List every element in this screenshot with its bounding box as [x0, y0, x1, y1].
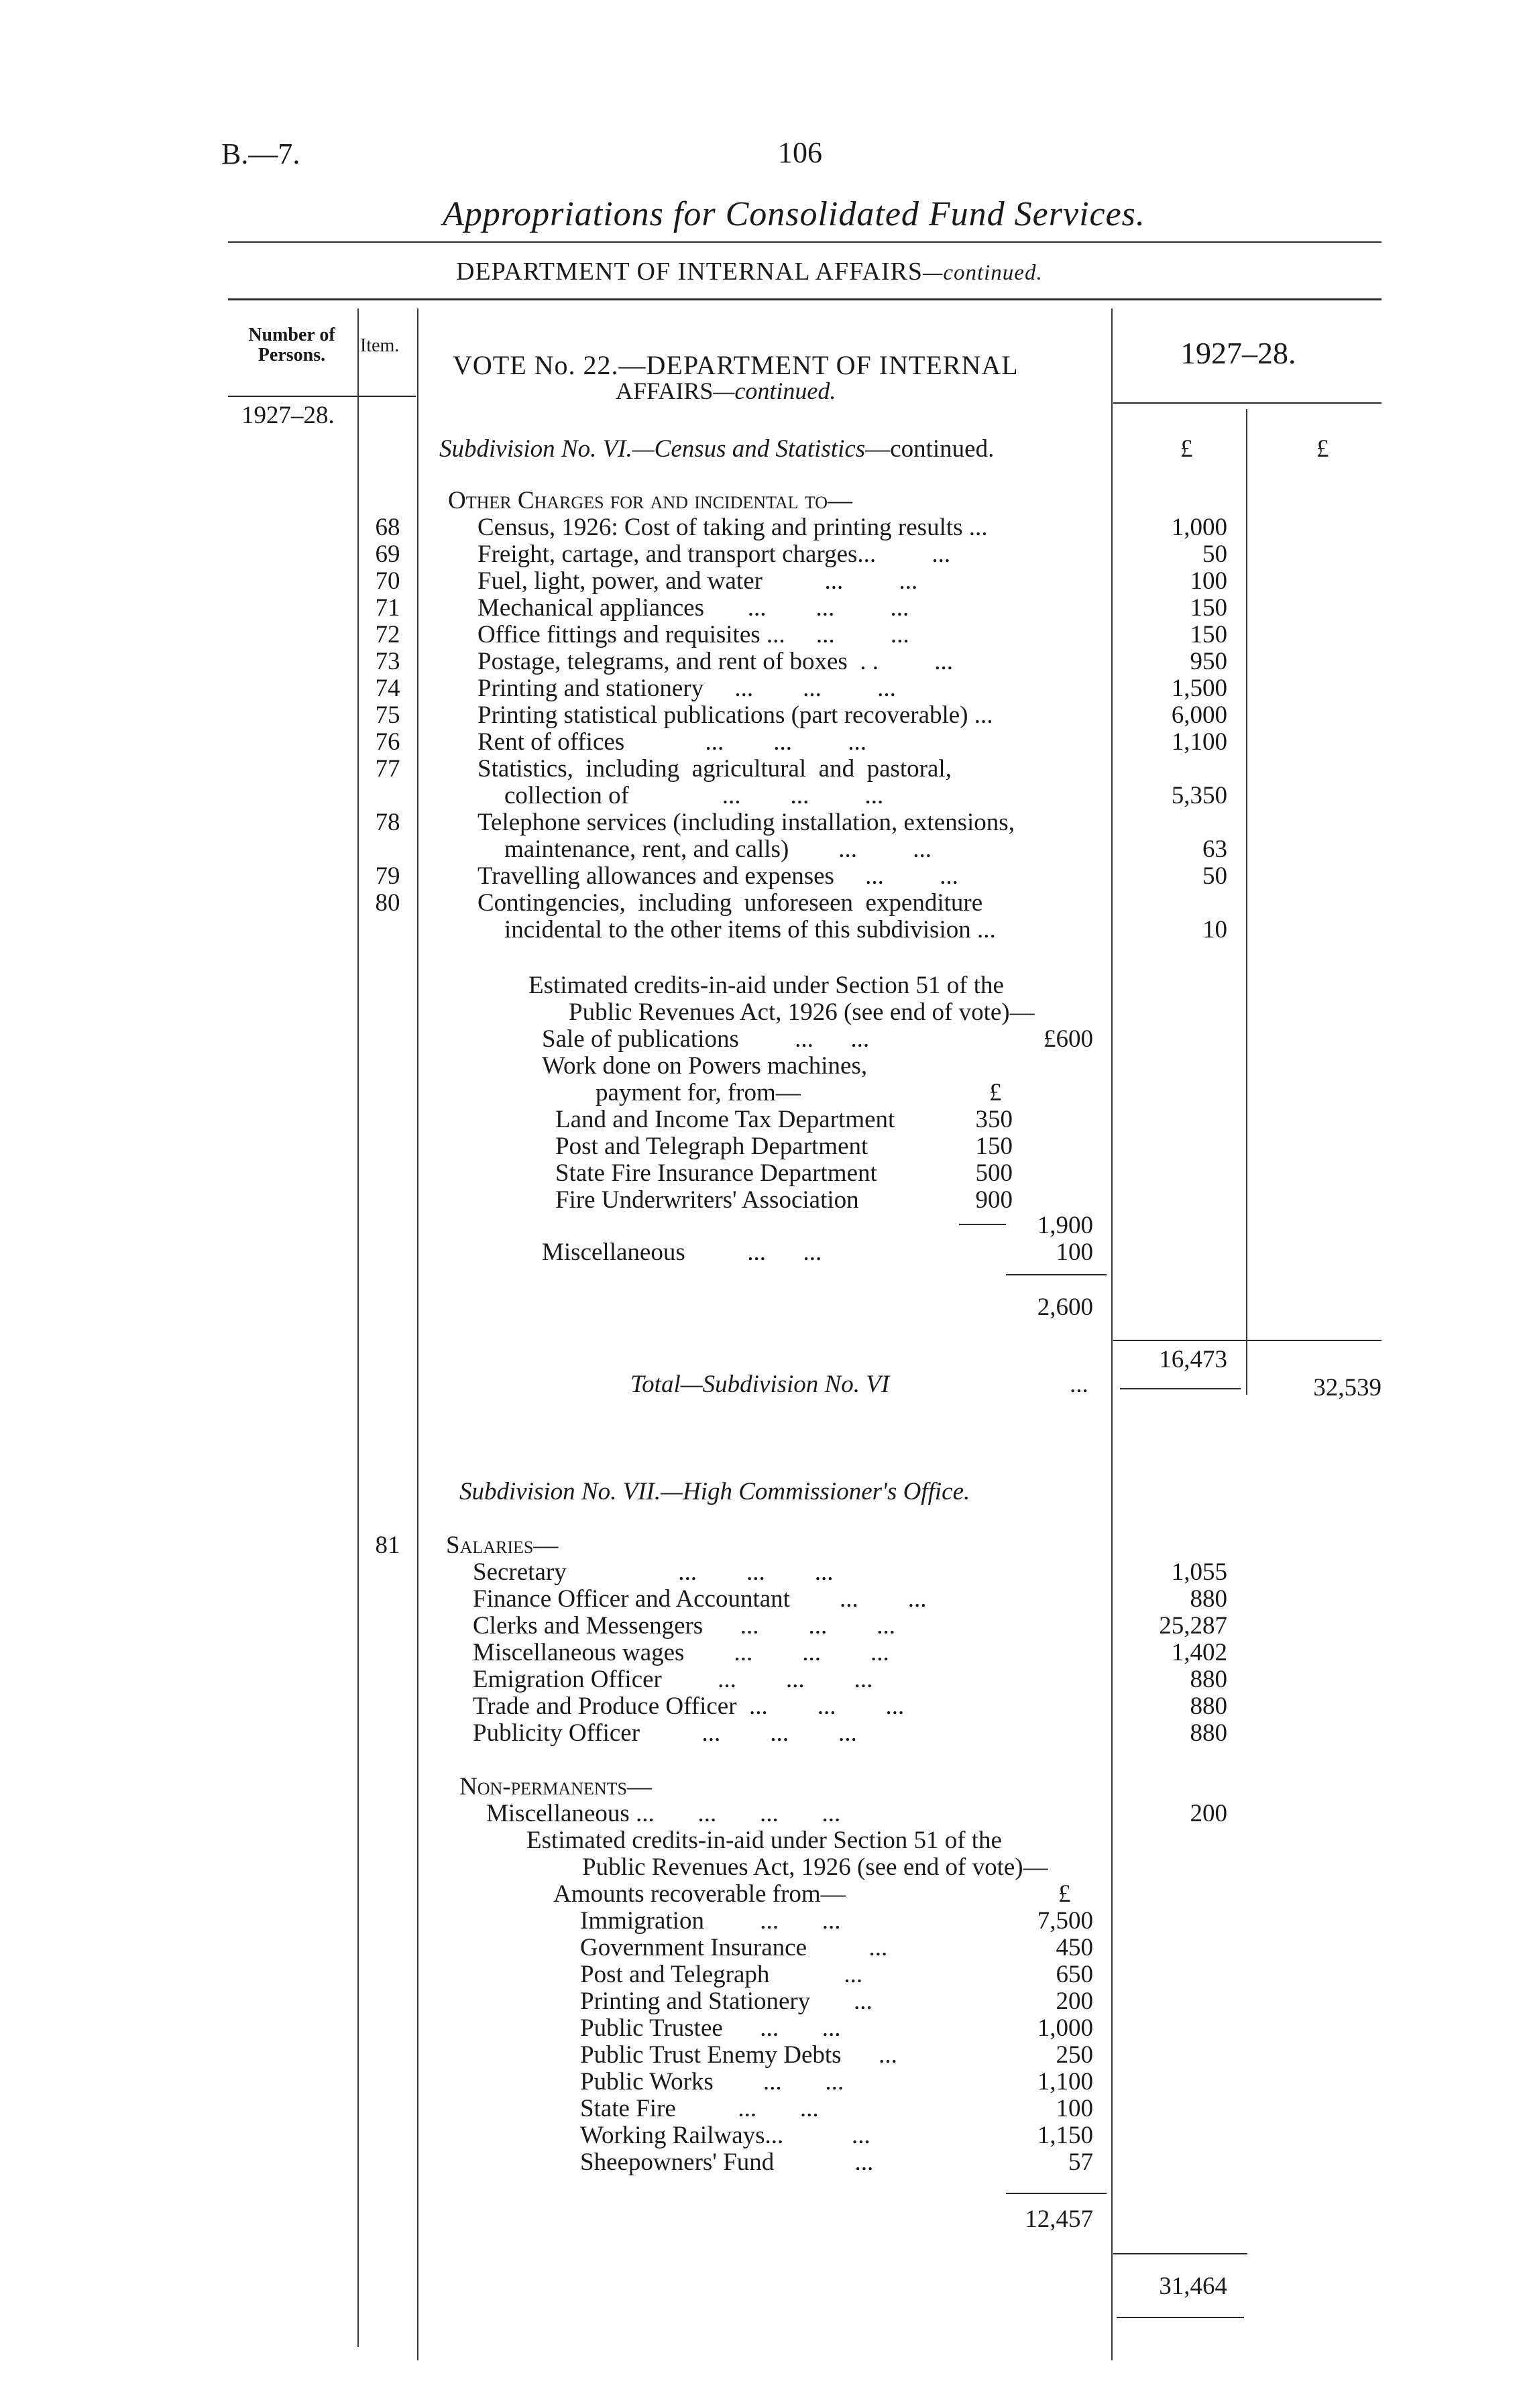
- work-done-label: Work done on Powers machines,: [542, 1052, 868, 1080]
- recoverable-source-label: Working Railways... ...: [580, 2122, 870, 2149]
- recoverable-source-value: 1,000: [1037, 2014, 1093, 2042]
- recoverable-source-value: 650: [1056, 1961, 1093, 1988]
- total-vii-underline: [1117, 2317, 1244, 2318]
- salary-amount: 25,287: [1159, 1612, 1227, 1640]
- line-item-label: Census, 1926: Cost of taking and printing results ...: [477, 514, 988, 541]
- page-title: Appropriations for Consolidated Fund Services.: [443, 195, 1145, 233]
- line-item-label: Mechanical appliances ... ... ...: [477, 594, 909, 622]
- line-item-number: 76: [375, 728, 400, 756]
- recoverable-source-value: 250: [1056, 2041, 1093, 2069]
- line-item-label: Freight, cartage, and transport charges... ...: [477, 540, 951, 568]
- total-vi-underline: [1120, 1388, 1241, 1389]
- salary-label: Emigration Officer ... ... ...: [473, 1666, 873, 1693]
- recoverable-source-label: Public Trust Enemy Debts ...: [580, 2041, 897, 2069]
- miscellaneous-vi-value: 100: [1056, 1239, 1093, 1266]
- recoverable-source-value: 100: [1056, 2095, 1093, 2122]
- credits-vi-subtotal: 1,900: [1037, 1212, 1093, 1239]
- recoverable-source-value: 200: [1056, 1988, 1093, 2015]
- line-item-amount: 1,500: [1171, 675, 1227, 702]
- line-item-amount: 5,350: [1171, 782, 1227, 809]
- total-vi-right: 32,539: [1313, 1374, 1382, 1401]
- recoverable-source-label: Public Works ... ...: [580, 2068, 844, 2096]
- persons-year: 1927–28.: [241, 402, 335, 429]
- credit-source-value: 350: [975, 1106, 1013, 1133]
- credit-source-label: Land and Income Tax Department: [555, 1106, 895, 1133]
- credits-vii-rule: [1006, 2193, 1107, 2194]
- recoverable-source-label: Immigration ... ...: [580, 1907, 841, 1935]
- salary-amount: 1,402: [1171, 1639, 1227, 1666]
- credits-vii-total: 12,457: [1025, 2205, 1093, 2233]
- recoverable-source-label: Sheepowners' Fund ...: [580, 2148, 874, 2176]
- pound-column-1: £: [1180, 435, 1193, 463]
- salary-label: Secretary ... ... ...: [473, 1558, 834, 1586]
- recoverable-source-label: Government Insurance ...: [580, 1934, 888, 1961]
- salary-amount: 1,055: [1171, 1558, 1227, 1586]
- sale-publications-label: Sale of publications ... ...: [542, 1025, 870, 1053]
- subdivision-vi-title: Subdivision No. VI.—Census and Statistics: [439, 435, 866, 463]
- line-item-amount: 150: [1190, 621, 1227, 648]
- line-item-amount: 50: [1202, 862, 1227, 890]
- department-name: DEPARTMENT OF INTERNAL AFFAIRS: [456, 257, 923, 286]
- credits-vi-total-rule: [1006, 1274, 1107, 1275]
- line-item-label: incidental to the other items of this subdivision ...: [504, 916, 996, 943]
- salary-label: Finance Officer and Accountant ... ...: [473, 1585, 927, 1613]
- salary-label: Miscellaneous wages ... ... ...: [473, 1639, 889, 1666]
- total-vii-amount: 31,464: [1159, 2273, 1227, 2300]
- credit-source-label: Fire Underwriters' Association: [555, 1186, 859, 1214]
- recoverable-source-value: 57: [1068, 2148, 1093, 2176]
- page-number: 106: [778, 136, 822, 169]
- year-column-header: 1927–28.: [1180, 336, 1296, 370]
- line-item-label: Fuel, light, power, and water ... ...: [477, 567, 918, 595]
- subdivision-vii-heading: Subdivision No. VII.—High Commissioner's Office.: [459, 1478, 970, 1505]
- header-underline-right: [1113, 402, 1382, 404]
- salary-amount: 880: [1190, 1585, 1227, 1613]
- non-permanents-heading: Non-permanents—: [459, 1773, 652, 1800]
- line-item-label: collection of ... ... ...: [504, 782, 884, 809]
- sale-publications-value: £600: [1044, 1025, 1093, 1053]
- payment-for-label: payment for, from—: [596, 1079, 801, 1106]
- credit-source-value: 900: [975, 1186, 1013, 1214]
- credits-vi-line2: Public Revenues Act, 1926 (see end of vote)—: [569, 998, 1035, 1026]
- header-underline-left: [228, 396, 416, 397]
- salary-label: Clerks and Messengers ... ... ...: [473, 1612, 895, 1640]
- page-reference: B.—7.: [221, 137, 300, 170]
- line-item-amount: 6,000: [1171, 701, 1227, 729]
- credits-vi-total: 2,600: [1037, 1294, 1093, 1321]
- subdivision-vi-heading: [439, 436, 994, 463]
- line-item-number: 74: [375, 675, 400, 702]
- line-item-amount: 150: [1190, 594, 1227, 622]
- line-item-amount: 63: [1202, 836, 1227, 863]
- line-item-label: maintenance, rent, and calls) ... ...: [504, 836, 932, 863]
- recoverable-source-value: 7,500: [1037, 1907, 1093, 1935]
- salary-amount: 880: [1190, 1666, 1227, 1693]
- salary-amount: 880: [1190, 1693, 1227, 1720]
- line-item-label: Statistics, including agricultural and pastoral,: [477, 755, 952, 783]
- credits-vi-pound: £: [989, 1079, 1002, 1106]
- credits-vii-line2: Public Revenues Act, 1926 (see end of vote)—: [582, 1853, 1048, 1881]
- credit-source-label: Post and Telegraph Department: [555, 1133, 868, 1160]
- line-item-number: 78: [375, 809, 400, 836]
- header-rule: [228, 298, 1382, 300]
- line-item-number: 73: [375, 648, 400, 675]
- rule-amount-total: [1246, 409, 1247, 1395]
- line-item-amount: 100: [1190, 567, 1227, 595]
- line-item-amount: 1,100: [1171, 728, 1227, 756]
- vote-title: VOTE No. 22.—DEPARTMENT OF INTERNAL: [453, 350, 1019, 380]
- department-continued: —continued.: [922, 261, 1043, 285]
- subdivision-vi-continued: —continued.: [865, 435, 995, 463]
- credits-vii-pound: £: [1058, 1880, 1071, 1908]
- recoverable-source-label: Printing and Stationery ...: [580, 1988, 872, 2015]
- line-item-amount: 10: [1202, 916, 1227, 943]
- department-line: [456, 258, 1043, 286]
- line-item-label: Office fittings and requisites ... ... ...: [477, 621, 909, 648]
- line-item-label: Contingencies, including unforeseen expenditure: [477, 889, 983, 917]
- line-item-amount: 1,000: [1171, 514, 1227, 541]
- miscellaneous-vi-label: Miscellaneous ... ...: [542, 1239, 822, 1266]
- line-item-number: 69: [375, 540, 400, 568]
- total-vii-rule: [1113, 2253, 1247, 2254]
- salary-amount: 880: [1190, 1719, 1227, 1747]
- salaries-heading: Salaries—: [446, 1532, 559, 1559]
- recoverable-source-label: Post and Telegraph ...: [580, 1961, 863, 1988]
- pound-column-2: £: [1316, 435, 1329, 463]
- total-vi-amount: 16,473: [1159, 1346, 1227, 1373]
- amounts-recoverable-label: Amounts recoverable from—: [553, 1880, 846, 1908]
- line-item-label: Travelling allowances and expenses ... ...: [477, 862, 958, 890]
- credit-source-label: State Fire Insurance Department: [555, 1159, 877, 1187]
- credit-source-value: 150: [975, 1133, 1013, 1160]
- title-rule: [228, 241, 1382, 243]
- miscellaneous-vii-label: Miscellaneous ... ... ... ...: [486, 1800, 841, 1827]
- line-item-number: 68: [375, 514, 400, 541]
- salary-label: Publicity Officer ... ... ...: [473, 1719, 857, 1747]
- line-item-number: 79: [375, 862, 400, 890]
- line-item-label: Telephone services (including installation, extensions,: [477, 809, 1015, 836]
- salary-label: Trade and Produce Officer ... ... ...: [473, 1693, 905, 1720]
- line-item-label: Printing and stationery ... ... ...: [477, 675, 896, 702]
- line-item-number: 71: [375, 594, 400, 622]
- credits-vi-dash: [959, 1224, 1006, 1225]
- line-item-label: Printing statistical publications (part recoverable) ...: [477, 701, 993, 729]
- total-vi-rule: [1113, 1340, 1382, 1341]
- recoverable-source-value: 1,100: [1037, 2068, 1093, 2096]
- item-column-header: Item.: [360, 335, 400, 356]
- rule-desc-amount: [1111, 308, 1113, 2360]
- credits-vi-line1: Estimated credits-in-aid under Section 51 of the: [528, 972, 1004, 999]
- other-charges-heading: Other Charges for and incidental to—: [448, 487, 852, 514]
- line-item-number: 80: [375, 889, 400, 917]
- line-item-number: 75: [375, 701, 400, 729]
- credit-source-value: 500: [975, 1159, 1013, 1187]
- line-item-label: Rent of offices ... ... ...: [477, 728, 866, 756]
- total-vi-label: Total—Subdivision No. VI: [630, 1371, 890, 1398]
- vote-title-continued: —continued.: [713, 378, 836, 404]
- persons-column-header: Number of Persons.: [248, 325, 335, 365]
- line-item-amount: 950: [1190, 648, 1227, 675]
- recoverable-source-label: Public Trustee ... ...: [580, 2014, 841, 2042]
- line-item-label: Postage, telegrams, and rent of boxes . . ...: [477, 648, 954, 675]
- line-item-number: 70: [375, 567, 400, 595]
- credits-vii-line1: Estimated credits-in-aid under Section 51 of the: [526, 1827, 1002, 1854]
- subdivision-vii-item: 81: [375, 1532, 400, 1559]
- recoverable-source-value: 450: [1056, 1934, 1093, 1961]
- total-vi-dots: ...: [1070, 1371, 1088, 1398]
- recoverable-source-label: State Fire ... ...: [580, 2095, 819, 2122]
- line-item-number: 77: [375, 755, 400, 783]
- recoverable-source-value: 1,150: [1037, 2122, 1093, 2149]
- miscellaneous-vii-amount: 200: [1190, 1800, 1227, 1827]
- line-item-amount: 50: [1202, 540, 1227, 568]
- line-item-number: 72: [375, 621, 400, 648]
- vote-title-line2: [616, 378, 836, 404]
- vote-title-affairs: AFFAIRS: [616, 378, 714, 404]
